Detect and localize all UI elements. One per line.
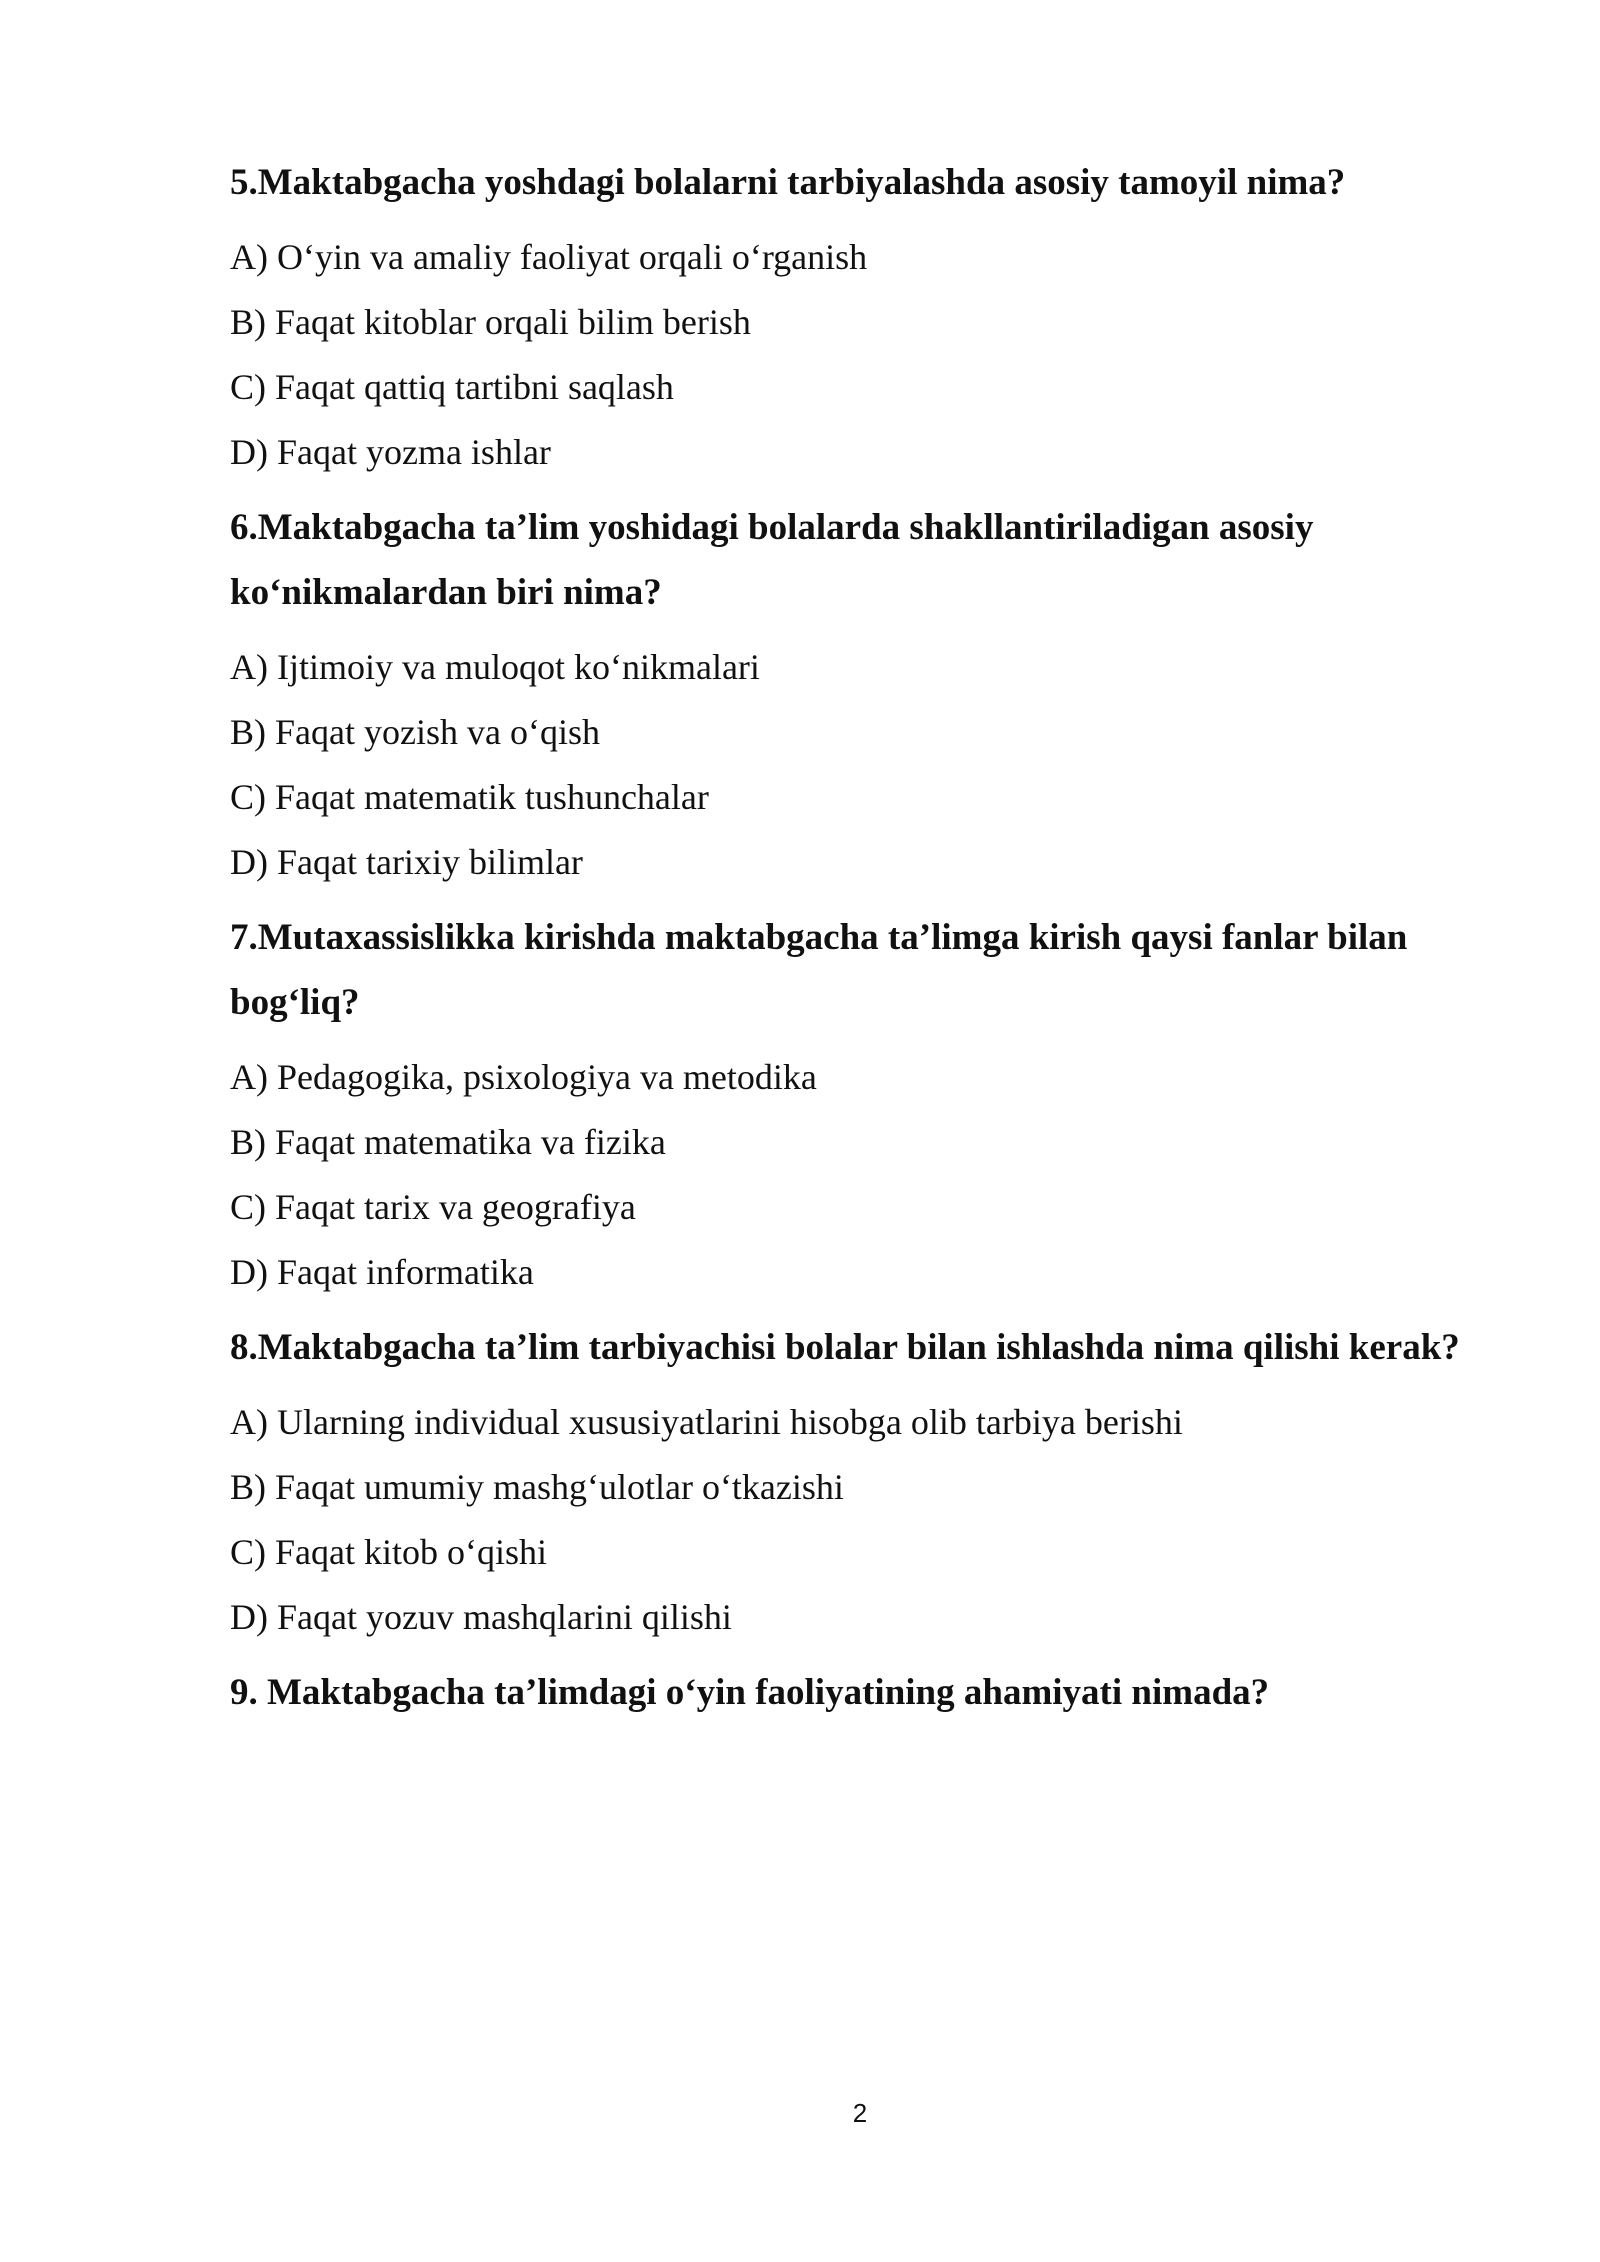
option-a: A) Pedagogika, psixologiya va metodika bbox=[230, 1057, 817, 1097]
question-5-options bbox=[230, 235, 1510, 475]
question-6-options bbox=[230, 645, 1510, 885]
question-8-text: 8.Maktabgacha ta’lim tarbiyachisi bolalar bilan ishlashda nima qilishi kerak? bbox=[230, 1327, 1460, 1368]
option-b: B) Faqat yozish va o‘qish bbox=[230, 712, 600, 752]
question-7-options bbox=[230, 1055, 1510, 1295]
option-b: B) Faqat kitoblar orqali bilim berish bbox=[230, 302, 751, 342]
question-block-9 bbox=[230, 1660, 1510, 1725]
question-block-6 bbox=[230, 495, 1510, 885]
page-number: 2 bbox=[852, 2098, 868, 2128]
option-d: D) Faqat yozuv mashqlarini qilishi bbox=[230, 1597, 732, 1637]
question-9-text: 9. Maktabgacha ta’limdagi o‘yin faoliyatining ahamiyati nimada? bbox=[230, 1672, 1270, 1713]
question-5-text: 5.Maktabgacha yoshdagi bolalarni tarbiyalashda asosiy tamoyil nima? bbox=[230, 162, 1346, 203]
option-c: C) Faqat qattiq tartibni saqlash bbox=[230, 367, 674, 407]
question-8-options bbox=[230, 1400, 1510, 1640]
option-d: D) Faqat yozma ishlar bbox=[230, 432, 551, 472]
question-6-text: 6.Maktabgacha ta’lim yoshidagi bolalarda shakllantiriladigan asosiy ko‘nikmalardan biri nima? bbox=[230, 507, 1314, 613]
option-d: D) Faqat tarixiy bilimlar bbox=[230, 842, 583, 882]
option-c: C) Faqat kitob o‘qishi bbox=[230, 1532, 547, 1572]
option-b: B) Faqat matematika va fizika bbox=[230, 1122, 666, 1162]
question-block-7 bbox=[230, 905, 1510, 1295]
question-block-8 bbox=[230, 1315, 1510, 1640]
option-c: C) Faqat matematik tushunchalar bbox=[230, 777, 709, 817]
option-b: B) Faqat umumiy mashg‘ulotlar o‘tkazishi bbox=[230, 1467, 844, 1507]
option-a: A) O‘yin va amaliy faoliyat orqali o‘rganish bbox=[230, 237, 868, 277]
option-a: A) Ijtimoiy va muloqot ko‘nikmalari bbox=[230, 647, 760, 687]
option-c: C) Faqat tarix va geografiya bbox=[230, 1187, 636, 1227]
question-7-text: 7.Mutaxassislikka kirishda maktabgacha ta’limga kirish qaysi fanlar bilan bog‘liq? bbox=[230, 917, 1408, 1023]
option-a: A) Ularning individual xususiyatlarini hisobga olib tarbiya berishi bbox=[230, 1402, 1183, 1442]
option-d: D) Faqat informatika bbox=[230, 1252, 534, 1292]
page-content bbox=[230, 150, 1510, 1745]
question-block-5 bbox=[230, 150, 1510, 475]
